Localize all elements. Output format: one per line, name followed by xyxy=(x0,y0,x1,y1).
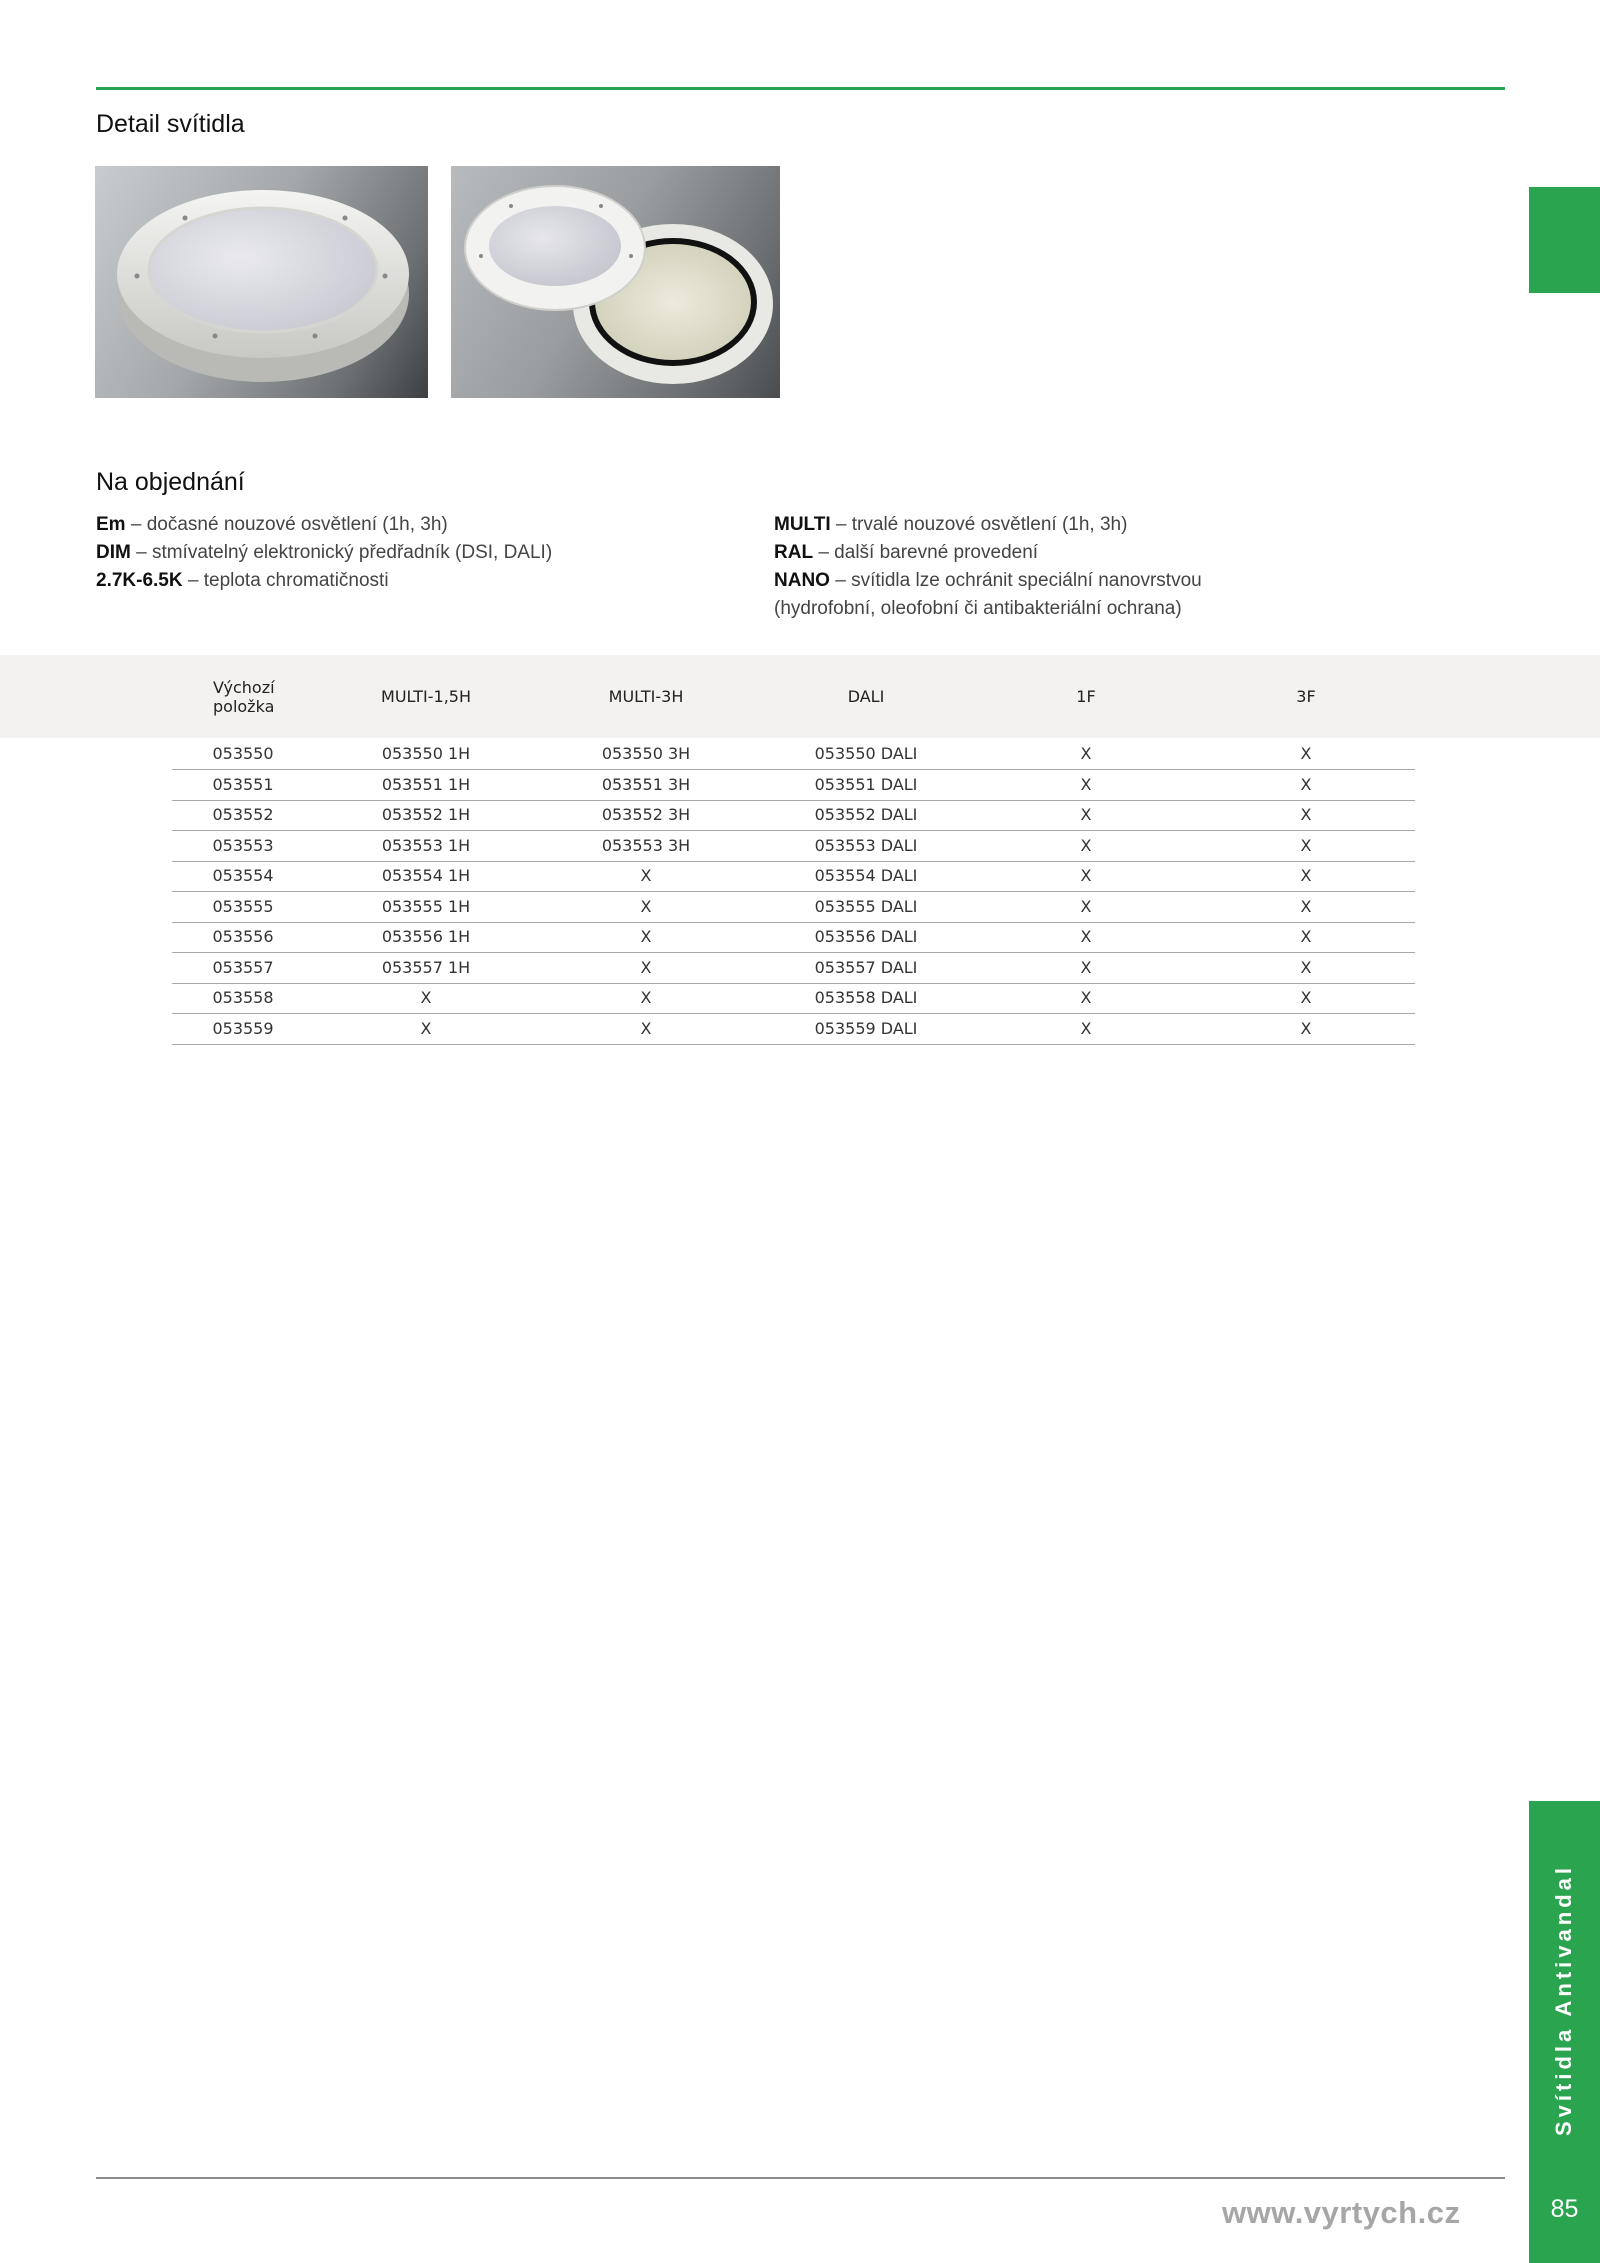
legend-description: – další barevné provedení xyxy=(813,542,1039,563)
table-cell: 053556 DALI xyxy=(814,927,918,946)
table-cell: 053556 xyxy=(212,927,274,946)
table-cell: X xyxy=(640,866,652,885)
table-cell: 053554 xyxy=(212,866,274,885)
table-cell: X xyxy=(420,988,432,1007)
table-cell: 053555 xyxy=(212,897,274,916)
table-header-multi-3h: MULTI-3H xyxy=(608,687,684,706)
legend-term: RAL xyxy=(774,542,814,563)
table-cell: 053555 1H xyxy=(381,897,471,916)
legend-item-dim xyxy=(96,539,552,567)
table-cell: 053559 DALI xyxy=(814,1019,918,1038)
luminaire-photo-closed xyxy=(95,166,428,398)
legend-description: – dočasné nouzové osvětlení (1h, 3h) xyxy=(125,514,448,535)
table-row xyxy=(172,770,1415,801)
header-line: položka xyxy=(213,696,275,716)
table-cell: X xyxy=(1080,744,1092,763)
table-cell: 053552 3H xyxy=(601,805,691,824)
table-cell: X xyxy=(1080,836,1092,855)
table-cell: X xyxy=(1080,897,1092,916)
table-row xyxy=(172,800,1415,831)
table-cell: X xyxy=(1080,775,1092,794)
table-cell: X xyxy=(1080,1019,1092,1038)
table-cell: X xyxy=(1300,805,1312,824)
table-header-3f: 3F xyxy=(1296,687,1316,706)
legend-description: – teplota chromatičnosti xyxy=(182,570,389,591)
table-cell: X xyxy=(1300,958,1312,977)
table-cell: 053553 DALI xyxy=(814,836,918,855)
table-cell: 053551 xyxy=(212,775,274,794)
legend-item-nano xyxy=(774,567,1202,595)
legend-right-column xyxy=(774,511,1202,623)
table-cell: 053554 DALI xyxy=(814,866,918,885)
table-cell: 053551 3H xyxy=(601,775,691,794)
legend-term: 2.7K-6.5K xyxy=(96,570,183,591)
table-cell: 053554 1H xyxy=(381,866,471,885)
legend-term: MULTI xyxy=(774,514,831,535)
table-row xyxy=(172,892,1415,923)
table-cell: 053557 DALI xyxy=(814,958,918,977)
table-row xyxy=(172,739,1415,770)
side-tab-marker xyxy=(1529,187,1600,293)
legend-description: – trvalé nouzové osvětlení (1h, 3h) xyxy=(830,514,1128,535)
table-cell: X xyxy=(640,958,652,977)
table-cell: 053552 xyxy=(212,805,274,824)
legend-description: – svítidla lze ochránit speciální nanovrstvou xyxy=(829,570,1202,591)
detail-section-title: Detail svítidla xyxy=(96,110,245,138)
table-cell: X xyxy=(1080,805,1092,824)
table-cell: 053550 1H xyxy=(381,744,471,763)
table-cell: X xyxy=(420,1019,432,1038)
table-cell: X xyxy=(1300,866,1312,885)
table-cell: 053551 DALI xyxy=(814,775,918,794)
table-row xyxy=(172,831,1415,862)
legend-item-color-temp xyxy=(96,567,552,595)
legend-term: NANO xyxy=(774,570,830,591)
table-cell: X xyxy=(640,897,652,916)
table-header-default-item xyxy=(213,655,333,738)
table-cell: X xyxy=(640,988,652,1007)
table-cell: X xyxy=(640,1019,652,1038)
table-cell: X xyxy=(1080,958,1092,977)
table-cell: 053551 1H xyxy=(381,775,471,794)
table-cell: X xyxy=(1080,927,1092,946)
legend-item-em xyxy=(96,511,552,539)
order-section-title: Na objednání xyxy=(96,468,245,496)
table-cell: X xyxy=(1080,988,1092,1007)
table-cell: 053558 xyxy=(212,988,274,1007)
footer-divider xyxy=(96,2177,1505,2179)
table-cell: X xyxy=(1080,866,1092,885)
table-cell: X xyxy=(1300,988,1312,1007)
table-cell: X xyxy=(1300,775,1312,794)
table-cell: 053557 xyxy=(212,958,274,977)
side-category-label: Svítidla Antivandal xyxy=(1551,1863,1576,2137)
legend-term: Em xyxy=(96,514,126,535)
table-row xyxy=(172,1014,1415,1045)
legend-description: – stmívatelný elektronický předřadník (DSI, DALI) xyxy=(130,542,553,563)
table-cell: 053558 DALI xyxy=(814,988,918,1007)
top-divider xyxy=(96,87,1505,90)
table-cell: 053552 1H xyxy=(381,805,471,824)
table-header-dali: DALI xyxy=(847,687,885,706)
table-row xyxy=(172,983,1415,1014)
table-row xyxy=(172,922,1415,953)
table-cell: 053553 3H xyxy=(601,836,691,855)
table-header-multi-1-5h: MULTI-1,5H xyxy=(381,687,471,706)
table-cell: X xyxy=(1300,927,1312,946)
table-header-1f: 1F xyxy=(1076,687,1096,706)
table-cell: 053559 xyxy=(212,1019,274,1038)
table-cell: 053557 1H xyxy=(381,958,471,977)
table-cell: 053553 xyxy=(212,836,274,855)
table-row xyxy=(172,861,1415,892)
legend-term: DIM xyxy=(96,542,131,563)
legend-item-ral xyxy=(774,539,1202,567)
luminaire-photo-open xyxy=(451,166,780,398)
legend-left-column xyxy=(96,511,552,595)
table-cell: 053550 xyxy=(212,744,274,763)
footer-website: www.vyrtych.cz xyxy=(1222,2195,1461,2230)
table-cell: X xyxy=(640,927,652,946)
table-cell: 053550 3H xyxy=(601,744,691,763)
table-cell: X xyxy=(1300,836,1312,855)
table-cell: 053553 1H xyxy=(381,836,471,855)
table-cell: X xyxy=(1300,897,1312,916)
table-cell: 053552 DALI xyxy=(814,805,918,824)
table-row xyxy=(172,953,1415,984)
legend-item-multi xyxy=(774,511,1202,539)
legend-item-nano-continuation: (hydrofobní, oleofobní či antibakteriální ochrana) xyxy=(774,598,1182,619)
page-number: 85 xyxy=(1550,2195,1579,2223)
header-line: Výchozí xyxy=(213,677,275,697)
table-cell: 053556 1H xyxy=(381,927,471,946)
table-cell: 053555 DALI xyxy=(814,897,918,916)
table-cell: X xyxy=(1300,744,1312,763)
table-cell: 053550 DALI xyxy=(814,744,918,763)
table-cell: X xyxy=(1300,1019,1312,1038)
